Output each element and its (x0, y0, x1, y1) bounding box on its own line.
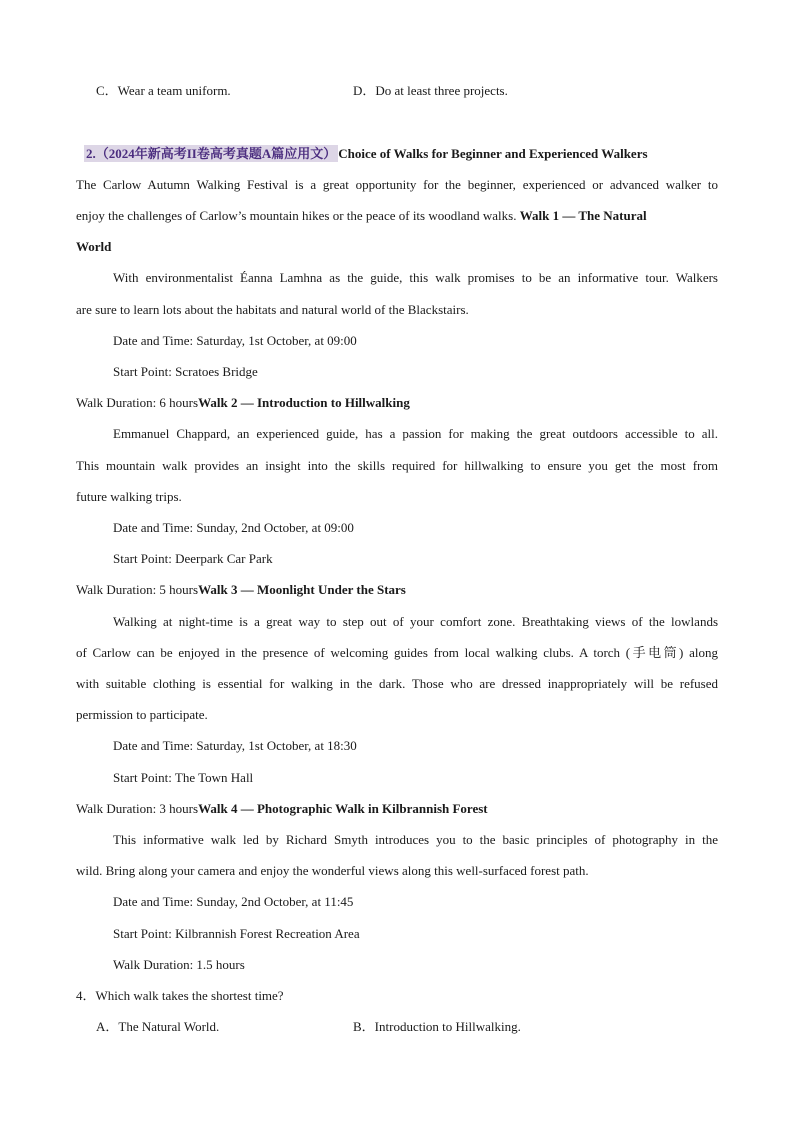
walk1-title-continued: World (76, 239, 112, 254)
walk3-desc-4: permission to participate. (76, 707, 208, 722)
walk2-date: Date and Time: Sunday, 2nd October, at 09:00 (113, 520, 354, 535)
question-2-heading (84, 146, 718, 162)
walk2-desc-3: future walking trips. (76, 489, 182, 504)
walk2-duration-line (76, 582, 718, 598)
walk3-duration-line (76, 801, 718, 817)
walk3-desc-2: of Carlow can be enjoyed in the presence of welcoming guides from local walking clubs. A torch (手电筒) along (76, 645, 718, 660)
walk1-duration: Walk Duration: 6 hours (76, 395, 199, 410)
walk4-start: Start Point: Kilbrannish Forest Recreation Area (113, 926, 360, 941)
option-c: C．Wear a team uniform. (96, 83, 231, 98)
walk4-date: Date and Time: Sunday, 2nd October, at 11:45 (113, 894, 354, 909)
walk1-duration-line (76, 395, 718, 411)
passage-title: Choice of Walks for Beginner and Experienced Walkers (338, 146, 648, 161)
walk4-desc-1: This informative walk led by Richard Smyth introduces you to the basic principles of photography in the (113, 832, 718, 847)
walk2-duration: Walk Duration: 5 hours (76, 582, 199, 597)
walk4-duration: Walk Duration: 1.5 hours (113, 957, 245, 972)
question-source: 2.（2024年新高考II卷高考真题A篇应用文） (86, 146, 337, 161)
walk3-start: Start Point: The Town Hall (113, 770, 254, 785)
walk3-desc-1: Walking at night-time is a great way to step out of your comfort zone. Breathtaking views of the lowlands (113, 614, 718, 629)
walk2-start: Start Point: Deerpark Car Park (113, 551, 273, 566)
intro-text: enjoy the challenges of Carlow’s mountain hikes or the peace of its woodland walks. (76, 208, 517, 223)
walk1-date: Date and Time: Saturday, 1st October, at 09:00 (113, 333, 357, 348)
walk1-start: Start Point: Scratoes Bridge (113, 364, 258, 379)
walk4-title: Walk 4 — Photographic Walk in Kilbrannish Forest (198, 801, 488, 816)
option-a: A．The Natural World. (96, 1019, 220, 1034)
option-d: D．Do at least three projects. (353, 83, 508, 98)
question-4-stem: 4．Which walk takes the shortest time? (76, 988, 284, 1003)
walk2-desc-1: Emmanuel Chappard, an experienced guide, has a passion for making the great outdoors accessible to all. (113, 426, 718, 441)
walk3-duration: Walk Duration: 3 hours (76, 801, 199, 816)
intro-line-2 (76, 208, 718, 224)
walk1-desc-2: are sure to learn lots about the habitats and natural world of the Blackstairs. (76, 302, 469, 317)
walk2-title: Walk 2 — Introduction to Hillwalking (198, 395, 410, 410)
walk3-date: Date and Time: Saturday, 1st October, at 18:30 (113, 738, 357, 753)
walk3-desc-3: with suitable clothing is essential for walking in the dark. Those who are dressed inappropriately will be refused (76, 676, 718, 691)
walk1-desc-1: With environmentalist Éanna Lamhna as the guide, this walk promises to be an informative tour. Walkers (113, 270, 718, 285)
walk2-desc-2: This mountain walk provides an insight into the skills required for hillwalking to ensure you get the most from (76, 458, 718, 473)
intro-line-1: The Carlow Autumn Walking Festival is a great opportunity for the beginner, experienced or advanced walker to (76, 177, 718, 192)
option-b: B．Introduction to Hillwalking. (353, 1019, 521, 1034)
walk4-desc-2: wild. Bring along your camera and enjoy the wonderful views along this well-surfaced forest path. (76, 863, 589, 878)
walk3-title: Walk 3 — Moonlight Under the Stars (198, 582, 406, 597)
walk1-title: Walk 1 — The Natural (519, 208, 647, 223)
